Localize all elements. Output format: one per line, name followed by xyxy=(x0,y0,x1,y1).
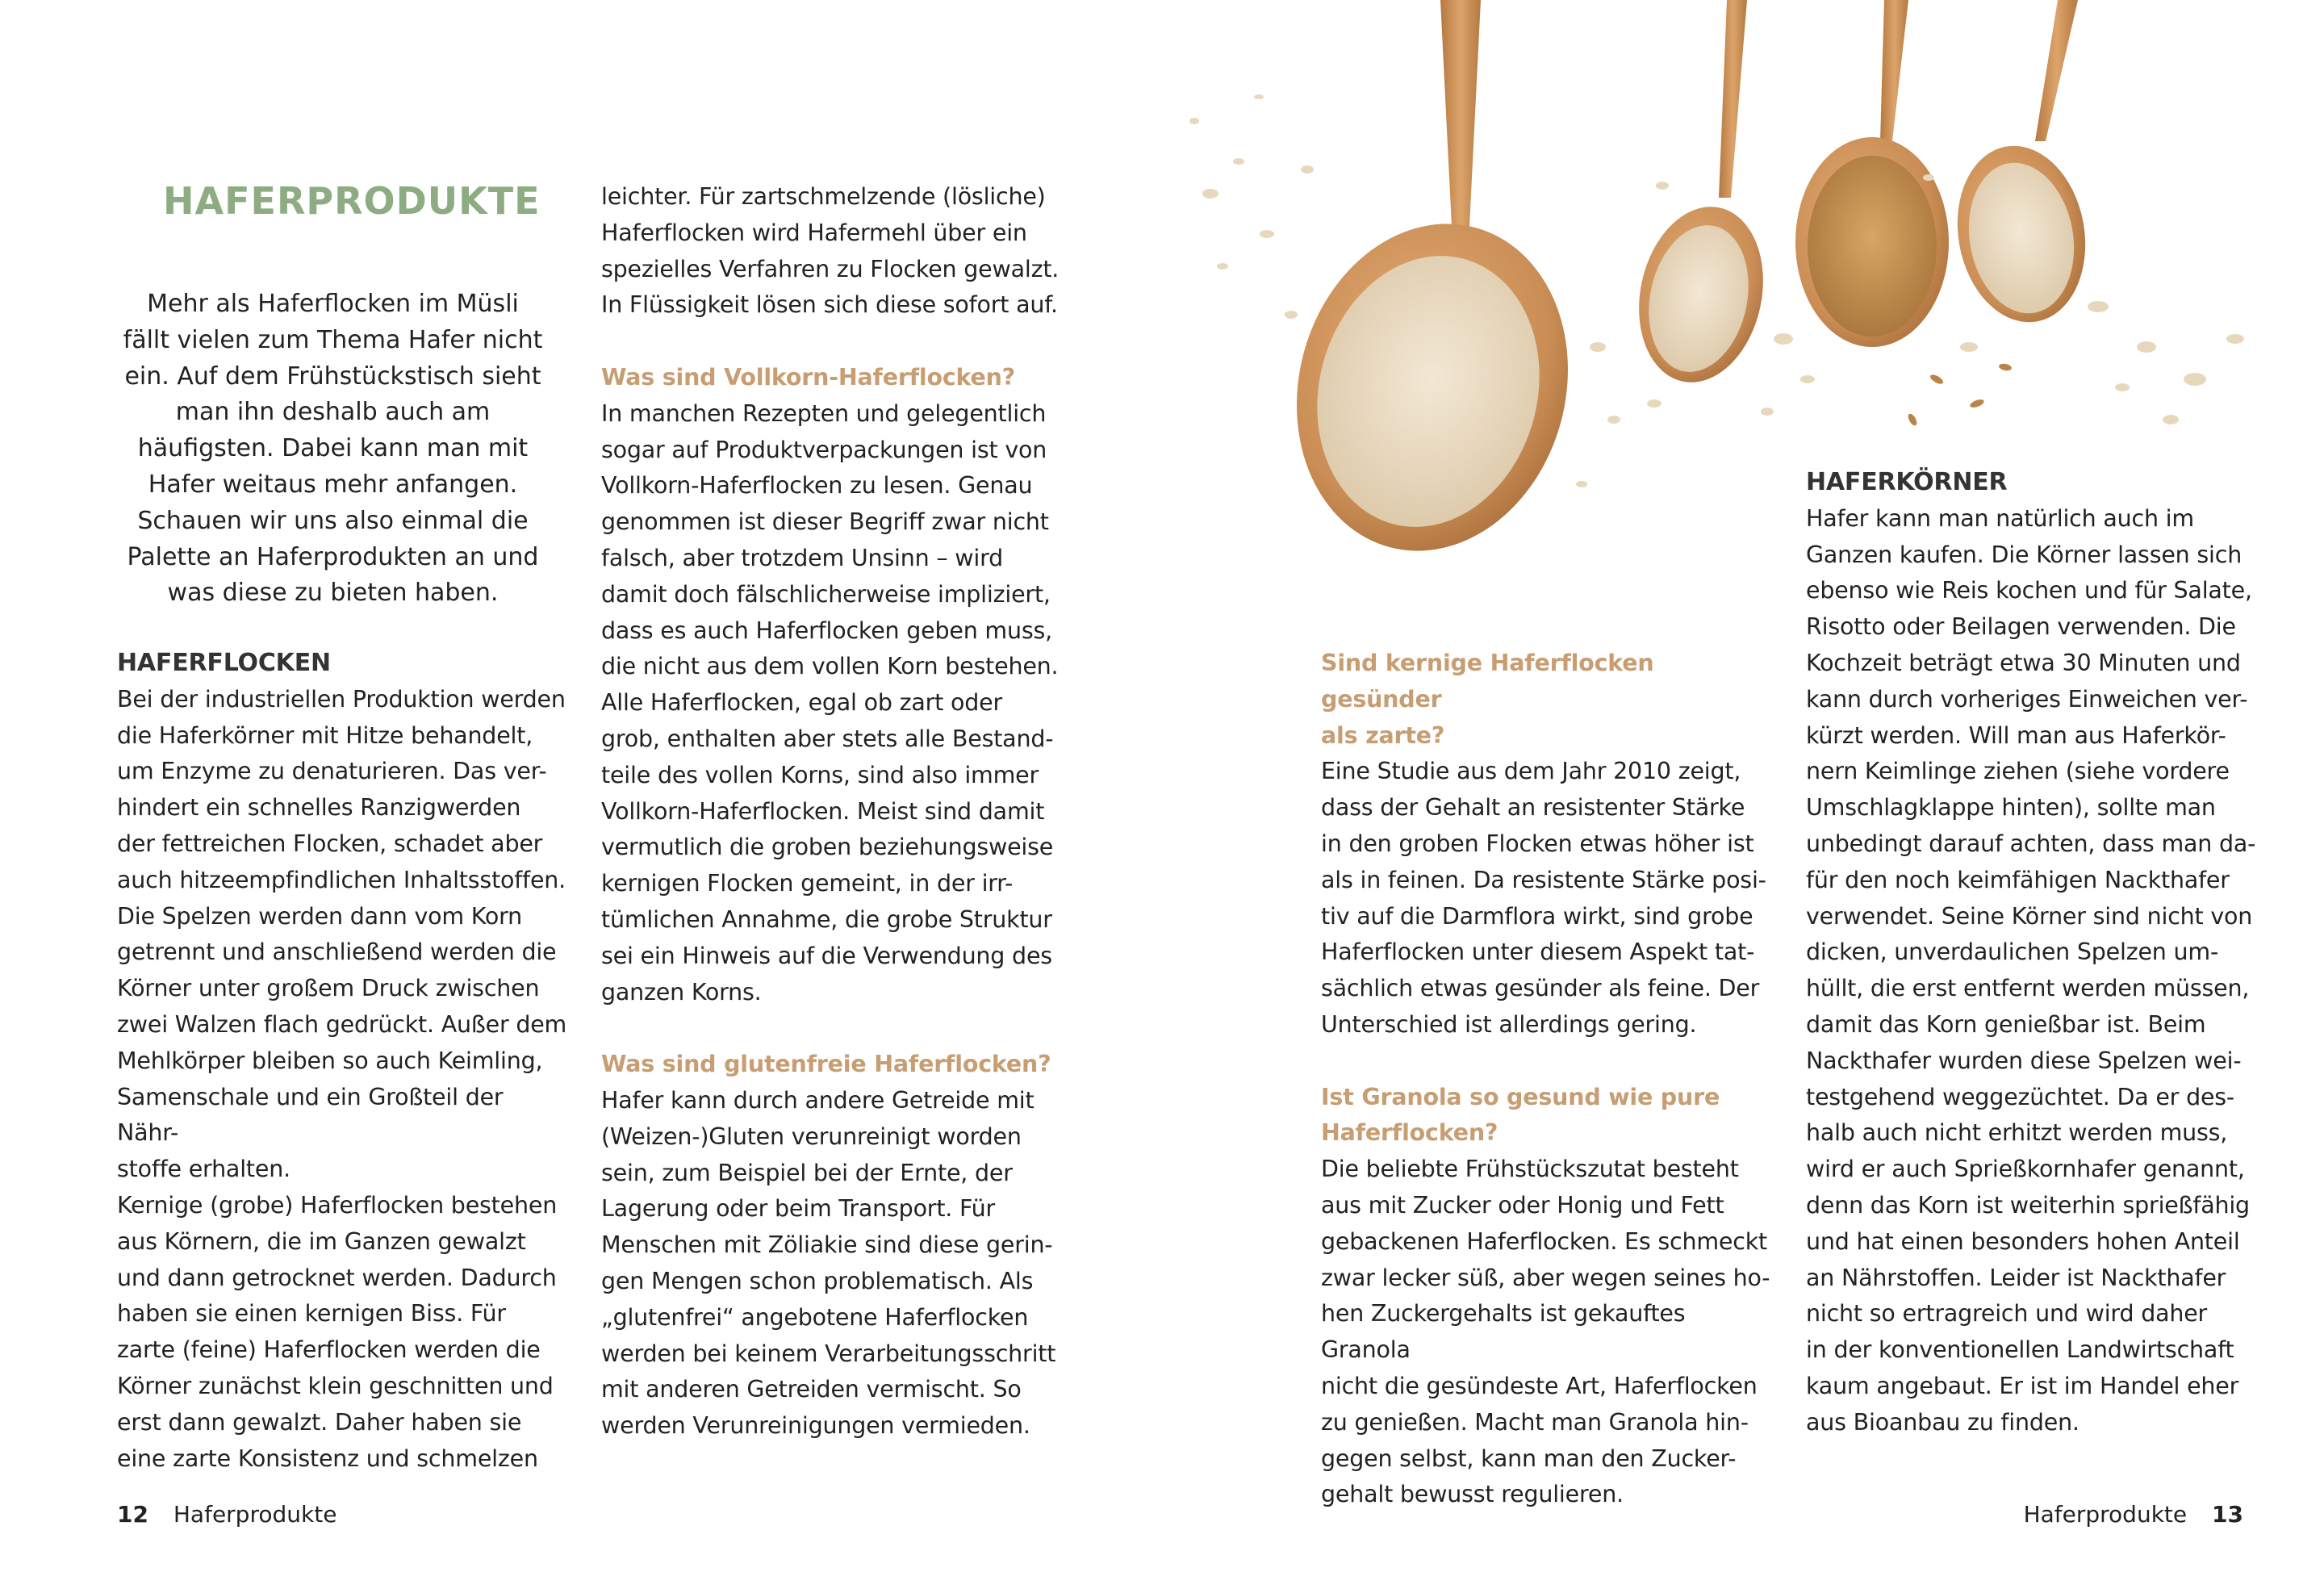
text-line: Sind kernige Haferflocken gesünder xyxy=(1321,650,1654,713)
column-1 xyxy=(117,646,569,1477)
spoon-grains xyxy=(1795,0,1949,347)
text-line: Hafer kann durch andere Getreide mit xyxy=(601,1086,1035,1114)
text-line: Lagerung oder beim Transport. Für xyxy=(601,1195,996,1223)
text-line: ebenso wie Reis kochen und für Salate, xyxy=(1806,577,2252,604)
spoon-small xyxy=(1944,0,2099,332)
text-line: In manchen Rezepten und gelegentlich xyxy=(601,399,1047,427)
text-line: sei ein Hinweis auf die Verwendung des xyxy=(601,942,1052,969)
text-line: Palette an Haferprodukten an und xyxy=(127,542,539,571)
text-line: gebackenen Haferflocken. Es schmeckt xyxy=(1321,1227,1767,1255)
page-number-left: 12 xyxy=(117,1501,148,1528)
text-line: hüllt, die erst entfernt werden müssen, xyxy=(1806,975,2250,1002)
text-line: Vollkorn-Haferflocken. Meist sind damit xyxy=(601,797,1045,825)
col2-continuation-text xyxy=(601,179,1069,324)
text-line: „glutenfrei“ angebotene Haferflocken xyxy=(601,1303,1029,1331)
text-line: kernigen Flocken gemeint, in der irr- xyxy=(601,870,1014,897)
text-line: Alle Haferflocken, egal ob zart oder xyxy=(601,689,1002,717)
text-line: leichter. Für zartschmelzende (lösliche) xyxy=(601,183,1046,210)
text-line: halb auch nicht erhitzt werden muss, xyxy=(1806,1119,2228,1147)
text-line: zu genießen. Macht man Granola hin- xyxy=(1321,1408,1749,1436)
text-line: in der konventionellen Landwirtschaft xyxy=(1806,1336,2234,1364)
text-line: denn das Korn ist weiterhin sprießfähig xyxy=(1806,1191,2250,1219)
text-line: tiv auf die Darmflora wirkt, sind grobe xyxy=(1321,902,1753,930)
section-heading-haferflocken: HAFERFLOCKEN xyxy=(117,649,331,677)
text-line: teile des vollen Korns, sind also immer xyxy=(601,761,1039,788)
text-line: in den groben Flocken etwas höher ist xyxy=(1321,830,1754,857)
text-line: grob, enthalten aber stets alle Bestand- xyxy=(601,725,1054,752)
text-line: stoffe erhalten. xyxy=(117,1156,290,1183)
text-line: für den noch keimfähigen Nackthafer xyxy=(1806,866,2230,893)
text-line: fällt vielen zum Thema Hafer nicht xyxy=(123,325,543,354)
text-line: hen Zuckergehalts ist gekauftes Granola xyxy=(1321,1300,1686,1364)
text-line: zwei Walzen flach gedrückt. Außer dem xyxy=(117,1010,567,1038)
text-line: tümlichen Annahme, die grobe Struktur xyxy=(601,905,1052,933)
text-line: nicht so ertragreich und wird daher xyxy=(1806,1300,2208,1327)
text-line: Samenschale und ein Großteil der Nähr- xyxy=(117,1083,504,1147)
text-line: und dann getrocknet werden. Dadurch xyxy=(117,1264,557,1291)
text-line: und hat einen besonders hohen Anteil xyxy=(1806,1227,2240,1255)
text-line: Nackthafer wurden diese Spelzen wei- xyxy=(1806,1047,2242,1074)
text-line: sogar auf Produktverpackungen ist von xyxy=(601,436,1047,463)
footer-right xyxy=(2024,1501,2243,1528)
text-line: Körner zunächst klein geschnitten und xyxy=(117,1372,554,1399)
text-line: verwendet. Seine Körner sind nicht von xyxy=(1806,902,2253,930)
question-kernig xyxy=(1321,646,1773,754)
text-line: mit anderen Getreiden vermischt. So xyxy=(601,1376,1022,1403)
text-line: auch hitzeempfindlichen Inhaltsstoffen. xyxy=(117,866,566,893)
text-line: Hafer kann man natürlich auch im xyxy=(1806,504,2194,532)
text-line: falsch, aber trotzdem Unsinn – wird xyxy=(601,544,1003,571)
kernig-text xyxy=(1321,754,1773,1043)
text-line: Hafer weitaus mehr anfangen. xyxy=(148,470,518,499)
text-line: die nicht aus dem vollen Korn bestehen. xyxy=(601,653,1059,680)
text-line: kaum angebaut. Er ist im Handel eher xyxy=(1806,1372,2239,1399)
column-2 xyxy=(601,179,1069,1444)
column-3 xyxy=(1321,646,1773,1513)
text-line: sächlich etwas gesünder als feine. Der xyxy=(1321,975,1760,1002)
text-line: ganzen Korns. xyxy=(601,978,762,1005)
text-line: kann durch vorheriges Einweichen ver- xyxy=(1806,685,2248,713)
text-line: Kernige (grobe) Haferflocken bestehen xyxy=(117,1191,558,1219)
text-line: testgehend weggezüchtet. Da er des- xyxy=(1806,1083,2235,1110)
page-title: HAFERPRODUKTE xyxy=(163,179,541,223)
text-line: um Enzyme zu denaturieren. Das ver- xyxy=(117,758,547,785)
text-line: unbedingt darauf achten, dass man da- xyxy=(1806,830,2256,857)
haferflocken-text xyxy=(117,682,569,1478)
scattered-oat-grains xyxy=(1907,363,2013,427)
text-line: Schauen wir uns also einmal die xyxy=(137,506,529,535)
text-line: Umschlagklappe hinten), sollte man xyxy=(1806,794,2216,822)
text-line: als zarte? xyxy=(1321,721,1445,749)
text-line: damit das Korn genießbar ist. Beim xyxy=(1806,1010,2206,1038)
text-line: Ist Granola so gesund wie pure xyxy=(1321,1083,1720,1110)
text-line: Bei der industriellen Produktion werden xyxy=(117,685,566,713)
text-line: (Weizen-)Gluten verunreinigt worden xyxy=(601,1123,1022,1150)
text-line: getrennt und anschließend werden die xyxy=(117,939,557,966)
text-line: vermutlich die groben beziehungsweise xyxy=(601,834,1054,861)
text-line: Eine Studie aus dem Jahr 2010 zeigt, xyxy=(1321,758,1741,785)
question-vollkorn: Was sind Vollkorn-Haferflocken? xyxy=(601,363,1016,391)
text-line: gegen selbst, kann man den Zucker- xyxy=(1321,1444,1737,1472)
text-line: In Flüssigkeit lösen sich diese sofort auf. xyxy=(601,291,1058,319)
text-line: werden Verunreinigungen vermieden. xyxy=(601,1412,1030,1440)
text-line: was diese zu bieten haben. xyxy=(167,579,499,608)
text-line: die Haferkörner mit Hitze behandelt, xyxy=(117,721,533,749)
footer-left xyxy=(117,1501,336,1528)
text-line: häufigsten. Dabei kann man mit xyxy=(137,434,529,463)
text-line: an Nährstoffen. Leider ist Nackthafer xyxy=(1806,1264,2226,1291)
text-line: aus mit Zucker oder Honig und Fett xyxy=(1321,1191,1724,1219)
text-line: eine zarte Konsistenz und schmelzen xyxy=(117,1444,538,1472)
text-line: Die Spelzen werden dann vom Korn xyxy=(117,902,522,930)
page-number-right: 13 xyxy=(2212,1501,2243,1528)
vollkorn-text xyxy=(601,396,1069,1011)
text-line: genommen ist dieser Begriff zwar nicht xyxy=(601,508,1049,536)
granola-text xyxy=(1321,1152,1773,1513)
text-line: dass es auch Haferflocken geben muss, xyxy=(601,617,1053,644)
text-line: Haferflocken wird Hafermehl über ein xyxy=(601,219,1027,246)
text-line: gen Mengen schon problematisch. Als xyxy=(601,1267,1034,1294)
text-line: sein, zum Beispiel bei der Ernte, der xyxy=(601,1159,1013,1186)
text-line: hindert ein schnelles Ranzigwerden xyxy=(117,794,521,822)
text-line: ein. Auf dem Frühstückstisch sieht xyxy=(124,362,541,391)
text-line: werden bei keinem Verarbeitungsschritt xyxy=(601,1340,1056,1367)
glutenfrei-text xyxy=(601,1083,1069,1444)
text-line: haben sie einen kernigen Biss. Für xyxy=(117,1300,506,1327)
question-granola xyxy=(1321,1080,1773,1152)
text-line: nicht die gesündeste Art, Haferflocken xyxy=(1321,1372,1758,1399)
text-line: Risotto oder Beilagen verwenden. Die xyxy=(1806,613,2236,641)
text-line: aus Bioanbau zu finden. xyxy=(1806,1408,2079,1436)
text-line: damit doch fälschlicherweise impliziert, xyxy=(601,580,1051,608)
text-line: Haferflocken? xyxy=(1321,1119,1498,1147)
text-line: erst dann gewalzt. Daher haben sie xyxy=(117,1408,522,1436)
intro-paragraph xyxy=(117,286,549,612)
text-line: als in feinen. Da resistente Stärke posi- xyxy=(1321,866,1766,893)
text-line: Haferflocken unter diesem Aspekt tat- xyxy=(1321,939,1755,966)
running-title-left: Haferprodukte xyxy=(173,1501,337,1528)
text-line: zarte (feine) Haferflocken werden die xyxy=(117,1336,541,1364)
text-line: Unterschied ist allerdings gering. xyxy=(1321,1010,1697,1038)
text-line: Mehlkörper bleiben so auch Keimling, xyxy=(117,1047,543,1074)
text-line: Körner unter großem Druck zwischen xyxy=(117,975,540,1002)
column-4 xyxy=(1806,465,2274,1441)
text-line: zwar lecker süß, aber wegen seines ho- xyxy=(1321,1264,1770,1291)
text-line: nern Keimlinge ziehen (siehe vordere xyxy=(1806,758,2230,785)
haferkoerner-text xyxy=(1806,501,2274,1441)
text-line: spezielles Verfahren zu Flocken gewalzt. xyxy=(601,255,1060,282)
running-title-right: Haferprodukte xyxy=(2023,1501,2188,1528)
question-glutenfrei: Was sind glutenfreie Haferflocken? xyxy=(601,1051,1051,1078)
section-heading-haferkoerner: HAFERKÖRNER xyxy=(1806,468,2008,496)
text-line: wird er auch Sprießkornhafer genannt, xyxy=(1806,1156,2245,1183)
text-line: Mehr als Haferflocken im Müsli xyxy=(147,290,519,318)
text-line: Kochzeit beträgt etwa 30 Minuten und xyxy=(1806,649,2241,676)
text-line: aus Körnern, die im Ganzen gewalzt xyxy=(117,1227,526,1255)
text-line: man ihn deshalb auch am xyxy=(175,398,491,427)
text-line: Vollkorn-Haferflocken zu lesen. Genau xyxy=(601,472,1033,500)
spoon-medium xyxy=(1624,0,1779,394)
text-line: dicken, unverdaulichen Spelzen um- xyxy=(1806,939,2219,966)
text-line: Die beliebte Frühstückszutat besteht xyxy=(1321,1156,1739,1183)
text-line: dass der Gehalt an resistenter Stärke xyxy=(1321,794,1745,822)
text-line: gehalt bewusst regulieren. xyxy=(1321,1481,1624,1508)
spoon-large xyxy=(1261,0,1604,581)
text-line: der fettreichen Flocken, schadet aber xyxy=(117,830,543,857)
text-line: Menschen mit Zöliakie sind diese gerin- xyxy=(601,1231,1053,1259)
text-line: Ganzen kaufen. Die Körner lassen sich xyxy=(1806,541,2242,568)
text-line: kürzt werden. Will man aus Haferkör- xyxy=(1806,721,2226,749)
